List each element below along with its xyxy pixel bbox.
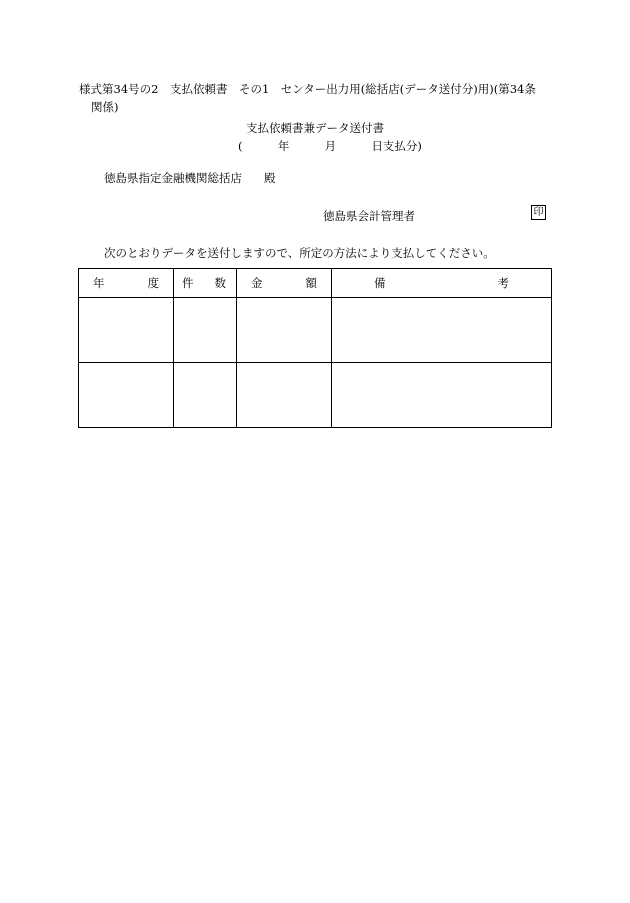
addressee-honorific: 殿 — [264, 171, 276, 185]
header-count-char1: 件 — [182, 276, 194, 290]
cell-count — [174, 363, 237, 428]
cell-amount — [237, 298, 332, 363]
document-title: 支払依頼書兼データ送付書 — [246, 121, 384, 135]
cell-remarks — [332, 363, 552, 428]
cell-amount — [237, 363, 332, 428]
table-row — [79, 363, 552, 428]
date-month-label: 月 — [324, 139, 337, 153]
table-row — [79, 298, 552, 363]
payment-date-line — [238, 138, 422, 154]
header-count — [174, 269, 237, 298]
cell-remarks — [332, 298, 552, 363]
header-remarks — [332, 269, 552, 298]
issuer-name: 徳島県会計管理者 — [323, 209, 415, 223]
date-open-paren: ( — [238, 139, 243, 153]
request-body-text: 次のとおりデータを送付しますので、所定の方法により支払してください。 — [104, 246, 495, 260]
cell-year — [79, 298, 174, 363]
form-number-heading: 様式第34号の2 支払依頼書 その1 センター出力用(総括店(データ送付分)用)(第34条 — [79, 82, 536, 96]
addressee-line — [104, 170, 276, 186]
header-remarks-char1: 備 — [374, 276, 386, 290]
addressee-name: 徳島県指定金融機関総括店 — [104, 171, 242, 185]
date-year-label: 年 — [277, 139, 290, 153]
header-year-char1: 年 — [93, 276, 105, 290]
payment-ledger-table — [78, 268, 552, 428]
header-count-char2: 数 — [214, 276, 226, 290]
header-year-char2: 度 — [147, 276, 159, 290]
header-year — [79, 269, 174, 298]
header-amount — [237, 269, 332, 298]
form-number-heading-continued: 関係) — [91, 100, 119, 114]
cell-year — [79, 363, 174, 428]
cell-count — [174, 298, 237, 363]
seal-box: 印 — [531, 205, 546, 220]
table-header-row — [79, 269, 552, 298]
header-amount-char2: 額 — [305, 276, 317, 290]
date-day-label: 日支払分) — [371, 139, 422, 153]
header-remarks-char2: 考 — [497, 276, 509, 290]
header-amount-char1: 金 — [251, 276, 263, 290]
